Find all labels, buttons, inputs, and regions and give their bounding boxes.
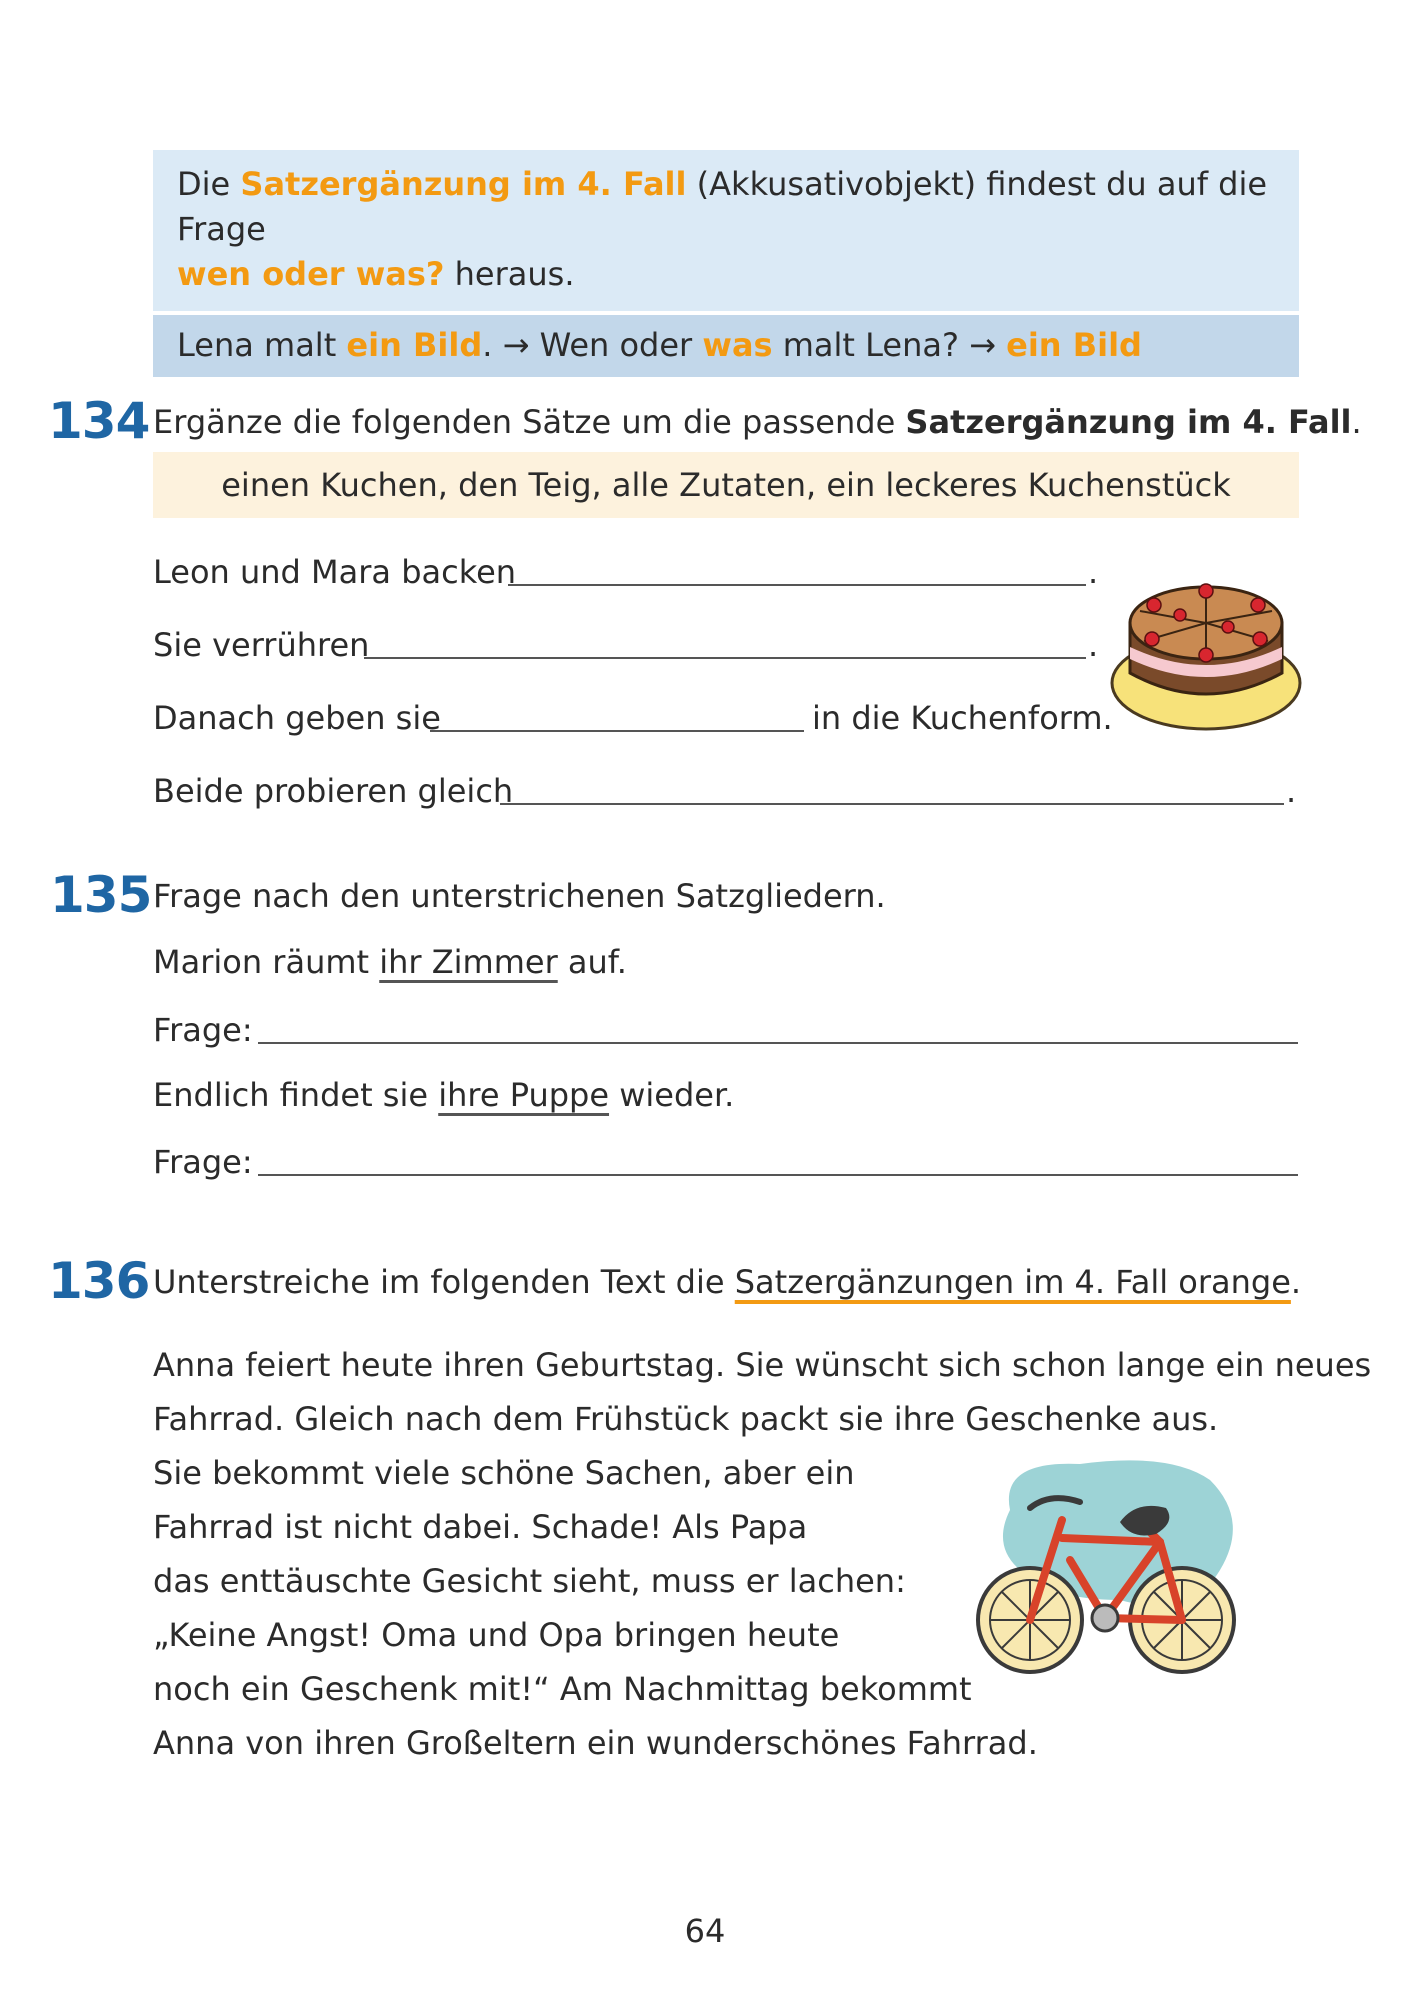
- example-highlight: was: [702, 326, 773, 364]
- info-box: [153, 150, 1299, 377]
- sentence-2-start: Sie verrühren: [153, 626, 370, 664]
- story-line: noch ein Geschenk mit!“ Am Nachmittag bekommt: [153, 1670, 972, 1708]
- sentence-text: Marion räumt: [153, 943, 380, 981]
- question-blank-2[interactable]: [258, 1174, 1298, 1176]
- sentence-1-start: Leon und Mara backen: [153, 553, 517, 591]
- story-line: Anna feiert heute ihren Geburtstag. Sie wünscht sich schon lange ein neues: [153, 1346, 1372, 1384]
- underlined-phrase: ihr Zimmer: [379, 943, 558, 981]
- task-135-sentence-1: [153, 942, 627, 982]
- task-135-sentence-2: [153, 1075, 734, 1115]
- example-text: malt Lena? →: [772, 326, 1007, 364]
- word-box: einen Kuchen, den Teig, alle Zutaten, ein leckeres Kuchenstück: [153, 452, 1299, 518]
- sentence-4-start: Beide probieren gleich: [153, 772, 514, 810]
- sentence-text: Endlich findet sie: [153, 1076, 439, 1114]
- info-question: wen oder was?: [177, 255, 445, 293]
- story-line: „Keine Angst! Oma und Opa bringen heute: [153, 1616, 840, 1654]
- instruction-underlined: Satzergänzungen im 4. Fall orange: [734, 1263, 1291, 1301]
- instruction-text: .: [1290, 1263, 1302, 1301]
- sentence-4-end: .: [1286, 772, 1297, 810]
- underlined-phrase: ihre Puppe: [438, 1076, 610, 1114]
- question-label-2: Frage:: [153, 1143, 253, 1181]
- info-rule: [153, 150, 1299, 311]
- question-label-1: Frage:: [153, 1011, 253, 1049]
- task-number-135: 135: [50, 866, 152, 924]
- info-highlight: Satzergänzung im 4. Fall: [240, 165, 687, 203]
- task-136-instruction: [153, 1262, 1301, 1302]
- task-number-134: 134: [48, 392, 150, 450]
- answer-blank-3[interactable]: [430, 730, 804, 732]
- example-text: . → Wen oder: [482, 326, 703, 364]
- answer-blank-1[interactable]: [508, 584, 1086, 586]
- sentence-text: wieder.: [609, 1076, 735, 1114]
- info-text: Die: [177, 165, 241, 203]
- sentence-3-start: Danach geben sie: [153, 699, 441, 737]
- sentence-2-end: .: [1088, 626, 1099, 664]
- bicycle-illustration: [970, 1450, 1250, 1680]
- instruction-text: .: [1351, 403, 1362, 441]
- cake-illustration: [1108, 555, 1304, 735]
- instruction-text: Unterstreiche im folgenden Text die: [153, 1263, 735, 1301]
- story-line: Sie bekommt viele schöne Sachen, aber ein: [153, 1454, 855, 1492]
- story-line: das enttäuschte Gesicht sieht, muss er lachen:: [153, 1562, 906, 1600]
- task-number-136: 136: [48, 1252, 150, 1310]
- sentence-3-end: in die Kuchenform.: [812, 699, 1113, 737]
- sentence-1-end: .: [1088, 553, 1099, 591]
- answer-blank-4[interactable]: [500, 803, 1284, 805]
- task-134-instruction: [153, 402, 1362, 442]
- example-text: Lena malt: [177, 326, 347, 364]
- instruction-text: Ergänze die folgenden Sätze um die passende: [153, 403, 906, 441]
- story-line: Fahrrad. Gleich nach dem Frühstück packt sie ihre Geschenke aus.: [153, 1400, 1219, 1438]
- example-highlight: ein Bild: [1006, 326, 1142, 364]
- info-text: (Akkusativobjekt) findest du auf die Frage: [177, 165, 1268, 248]
- sentence-text: auf.: [557, 943, 627, 981]
- task-135-instruction: Frage nach den unterstrichenen Satzgliedern.: [153, 877, 886, 915]
- info-text: heraus.: [444, 255, 575, 293]
- page-number: 64: [684, 1912, 726, 1950]
- question-blank-1[interactable]: [258, 1042, 1298, 1044]
- story-line: Fahrrad ist nicht dabei. Schade! Als Papa: [153, 1508, 808, 1546]
- story-line: Anna von ihren Großeltern ein wunderschönes Fahrrad.: [153, 1724, 1038, 1762]
- example-highlight: ein Bild: [346, 326, 483, 364]
- instruction-bold: Satzergänzung im 4. Fall: [905, 403, 1352, 441]
- info-example: [153, 315, 1299, 377]
- answer-blank-2[interactable]: [364, 657, 1086, 659]
